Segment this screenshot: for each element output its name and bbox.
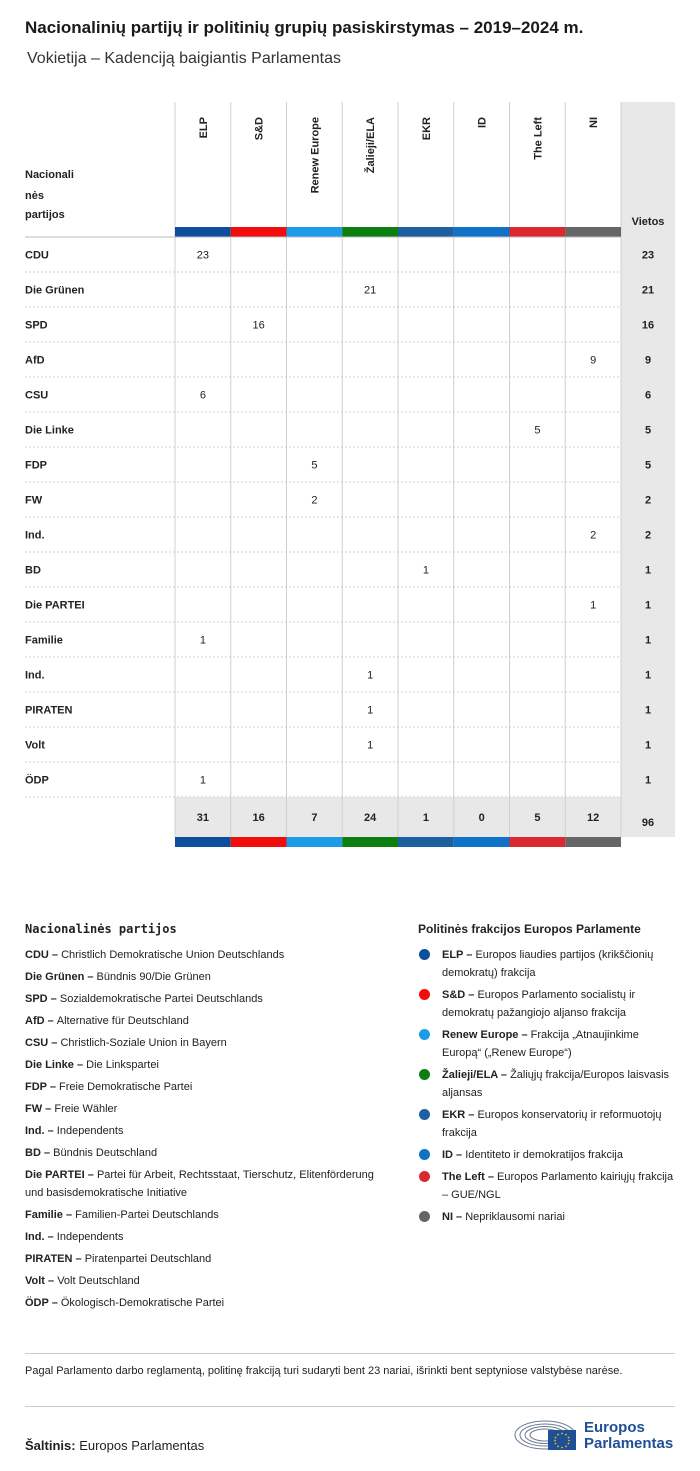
row-total: 21 (641, 284, 655, 297)
row-party-label: AfD (25, 354, 45, 367)
group-legend-item (418, 1026, 680, 1062)
row-party-label: BD (25, 564, 41, 577)
row-party-label: CSU (25, 389, 49, 402)
party-legend-item (25, 968, 395, 986)
group-legend-name: Europos liaudies partijos (krikščionių demokratų) frakcija (442, 949, 654, 979)
party-legend-name: Familien-Partei Deutschlands (75, 1209, 219, 1221)
cell-value: 1 (199, 634, 206, 647)
row-total: 9 (644, 354, 652, 367)
group-legend-name: Frakcija „Atnaujinkime Europą“ („Renew Europe“) (442, 1029, 639, 1059)
cell-value: 16 (252, 319, 265, 332)
party-legend-abbr: Die Grünen – (25, 971, 97, 983)
logo-text-line2: Parlamentas (584, 1435, 674, 1452)
row-party-label: SPD (25, 319, 48, 332)
party-legend-abbr: BD – (25, 1147, 54, 1159)
group-color-dot-icon (419, 989, 430, 1000)
group-color-bar-8 (565, 227, 621, 237)
party-legend-item (25, 1034, 395, 1052)
group-legend-abbr: Žalieji/ELA – (442, 1069, 511, 1081)
row-party-label: Ind. (25, 529, 45, 542)
party-legend-name: Piratenpartei Deutschland (84, 1253, 212, 1265)
party-legend-name: Volt Deutschland (57, 1275, 140, 1287)
party-legend-abbr: CSU – (25, 1037, 61, 1049)
group-total: 12 (587, 812, 600, 824)
parliament-emblem-icon (514, 1416, 580, 1456)
row-total: 6 (644, 389, 652, 402)
note-divider-bottom (25, 1406, 675, 1407)
row-party-label: FDP (25, 459, 47, 472)
group-legend-item (418, 1168, 680, 1204)
chart-title: Nacionalinių partijų ir politinių grupių pasiskirstymas – 2019–2024 m. (25, 18, 584, 37)
group-legend-abbr: ELP – (442, 949, 476, 961)
cell-value: 5 (534, 424, 541, 437)
party-legend-item (25, 1078, 395, 1096)
group-legend-item (418, 1106, 680, 1142)
row-header-line: Nacionali (25, 169, 74, 181)
group-color-dot-icon (419, 949, 430, 960)
group-color-dot-icon (419, 1069, 430, 1080)
party-legend-item (25, 1228, 395, 1246)
party-legend-abbr: Die PARTEI – (25, 1169, 97, 1181)
party-legend-item (25, 1294, 395, 1312)
group-color-bar-bottom-6 (454, 837, 510, 847)
row-total: 1 (644, 774, 652, 787)
row-party-label: ÖDP (25, 774, 49, 787)
row-party-label: Die PARTEI (25, 599, 85, 612)
group-color-dot-icon (419, 1211, 430, 1222)
party-legend-name: Freie Wähler (54, 1103, 118, 1115)
group-legend-name: Identiteto ir demokratijos frakcija (465, 1149, 623, 1161)
group-header-1: ELP (197, 117, 210, 139)
group-header-2: S&D (253, 117, 266, 141)
row-header-line: partijos (25, 209, 65, 221)
party-legend-name: Christlich-Soziale Union in Bayern (60, 1037, 227, 1049)
party-legend-item (25, 1144, 395, 1162)
group-color-bar-bottom-3 (287, 837, 343, 847)
logo-text-line1: Europos (584, 1419, 645, 1436)
group-header-4: Žalieji/ELA (365, 117, 378, 174)
party-legend-item (25, 1272, 395, 1290)
party-legend-name: Partei für Arbeit, Rechtsstaat, Tierschutz, Elitenförderung und basisdemokratische Initiative (25, 1169, 374, 1199)
party-legend-abbr: Familie – (25, 1209, 76, 1221)
group-header-7: The Left (532, 117, 545, 160)
group-legend-item (418, 1146, 680, 1164)
parties-legend (25, 920, 395, 1316)
group-legend-abbr: NI – (442, 1211, 466, 1223)
row-total: 1 (644, 669, 652, 682)
source (25, 1438, 204, 1453)
group-color-bar-6 (454, 227, 510, 237)
group-color-bar-bottom-4 (342, 837, 398, 847)
row-header-line: nės (25, 190, 44, 202)
row-party-label: PIRATEN (25, 704, 73, 717)
party-legend-name: Sozialdemokratische Partei Deutschlands (59, 993, 263, 1005)
party-legend-abbr: CDU – (25, 949, 62, 961)
group-total: 0 (478, 812, 485, 824)
cell-value: 21 (364, 284, 377, 297)
group-color-bar-bottom-1 (175, 837, 231, 847)
row-party-label: Die Grünen (25, 284, 85, 297)
group-legend-abbr: EKR – (442, 1109, 478, 1121)
groups-legend-heading: Politinės frakcijos Europos Parlamente (418, 922, 641, 936)
group-color-dot-icon (419, 1149, 430, 1160)
party-legend-abbr: FDP – (25, 1081, 60, 1093)
total-header: Vietos (631, 216, 665, 228)
cell-value: 1 (590, 599, 597, 612)
group-legend-name: Europos Parlamento socialistų ir demokratų pažangiojo aljanso frakcija (442, 989, 636, 1019)
row-total: 5 (644, 459, 652, 472)
cell-value: 2 (311, 494, 318, 507)
party-legend-abbr: Volt – (25, 1275, 58, 1287)
cell-value: 1 (199, 774, 206, 787)
row-party-label: Die Linke (25, 424, 74, 437)
group-color-bar-bottom-7 (510, 837, 566, 847)
cell-value: 2 (590, 529, 597, 542)
group-total: 7 (311, 812, 318, 824)
party-legend-name: Christlich Demokratische Union Deutschlands (61, 949, 285, 961)
row-party-label: Volt (25, 739, 45, 752)
group-legend-item (418, 986, 680, 1022)
group-color-bar-1 (175, 227, 231, 237)
grand-total: 96 (641, 817, 655, 829)
row-party-label: CDU (25, 249, 49, 262)
group-legend-name: Europos konservatorių ir reformuotojų frakcija (442, 1109, 662, 1139)
party-legend-abbr: AfD – (25, 1015, 57, 1027)
party-legend-item (25, 1250, 395, 1268)
group-legend-abbr: ID – (442, 1149, 466, 1161)
group-total: 31 (196, 812, 209, 824)
party-legend-item (25, 1100, 395, 1118)
group-total: 5 (534, 812, 541, 824)
source-value: Europos Parlamentas (79, 1438, 205, 1453)
party-legend-item (25, 990, 395, 1008)
row-total: 5 (644, 424, 652, 437)
group-color-bar-3 (287, 227, 343, 237)
cell-value: 23 (196, 249, 209, 262)
group-total: 1 (422, 812, 429, 824)
group-color-bar-bottom-5 (398, 837, 454, 847)
row-total: 1 (644, 704, 652, 717)
party-legend-name: Independents (56, 1125, 124, 1137)
row-total: 1 (644, 634, 652, 647)
source-label: Šaltinis: (25, 1438, 76, 1453)
group-color-dot-icon (419, 1109, 430, 1120)
party-legend-abbr: Ind. – (25, 1231, 57, 1243)
row-party-label: Familie (25, 634, 63, 647)
party-legend-name: Ökologisch-Demokratische Partei (60, 1297, 225, 1309)
row-total: 23 (641, 249, 655, 262)
group-legend-item (418, 946, 680, 982)
group-legend-name: Europos Parlamento kairiųjų frakcija – GUE/NGL (442, 1171, 674, 1201)
group-legend-abbr: S&D – (442, 989, 478, 1001)
group-legend-item (418, 1208, 680, 1226)
group-color-bar-bottom-8 (565, 837, 621, 847)
party-legend-item (25, 1206, 395, 1224)
group-header-8: NI (588, 117, 601, 128)
group-total: 24 (364, 812, 377, 824)
parties-legend-heading: Nacionalinės partijos (25, 922, 177, 936)
party-legend-abbr: PIRATEN – (25, 1253, 85, 1265)
party-legend-name: Bündnis 90/Die Grünen (96, 971, 211, 983)
cell-value: 9 (590, 354, 597, 367)
cell-value: 5 (311, 459, 318, 472)
party-legend-abbr: SPD – (25, 993, 60, 1005)
group-color-bar-7 (510, 227, 566, 237)
group-legend-name: Nepriklausomi nariai (465, 1211, 565, 1223)
row-total: 1 (644, 739, 652, 752)
group-total: 16 (252, 812, 265, 824)
group-header-5: EKR (420, 117, 433, 141)
group-color-bar-2 (231, 227, 287, 237)
party-legend-abbr: Die Linke – (25, 1059, 87, 1071)
note-divider-top (25, 1353, 675, 1354)
party-legend-item (25, 1122, 395, 1140)
footnote: Pagal Parlamento darbo reglamentą, politinę frakciją turi sudaryti bent 23 nariai, išrinkti bent septyniose valstybėse narėse. (25, 1365, 623, 1377)
group-header-3: Renew Europe (309, 117, 322, 194)
group-header-6: ID (476, 117, 489, 128)
cell-value: 1 (367, 669, 374, 682)
cell-value: 6 (199, 389, 206, 402)
group-legend-abbr: The Left – (442, 1171, 498, 1183)
group-legend-name: Žaliųjų frakcija/Europos laisvasis aljansas (442, 1069, 670, 1099)
party-legend-name: Die Linkspartei (86, 1059, 159, 1071)
group-legend-abbr: Renew Europe – (442, 1029, 531, 1041)
party-legend-abbr: FW – (25, 1103, 55, 1115)
row-total: 16 (641, 319, 655, 332)
party-legend-item (25, 1012, 395, 1030)
party-legend-name: Alternative für Deutschland (56, 1015, 189, 1027)
group-color-bar-4 (342, 227, 398, 237)
row-total: 2 (644, 529, 652, 542)
party-legend-abbr: Ind. – (25, 1125, 57, 1137)
cell-value: 1 (422, 564, 429, 577)
row-total: 1 (644, 599, 652, 612)
party-legend-item (25, 1056, 395, 1074)
group-color-dot-icon (419, 1171, 430, 1182)
party-legend-name: Independents (56, 1231, 124, 1243)
group-color-bar-5 (398, 227, 454, 237)
row-party-label: Ind. (25, 669, 45, 682)
party-legend-item (25, 1166, 395, 1202)
group-color-dot-icon (419, 1029, 430, 1040)
european-parliament-logo (514, 1416, 679, 1456)
party-legend-item (25, 946, 395, 964)
group-color-bar-bottom-2 (231, 837, 287, 847)
row-total: 1 (644, 564, 652, 577)
party-legend-name: Freie Demokratische Partei (59, 1081, 193, 1093)
cell-value: 1 (367, 704, 374, 717)
chart-subtitle: Vokietija – Kadenciją baigiantis Parlamentas (27, 50, 341, 67)
group-legend-item (418, 1066, 680, 1102)
row-party-label: FW (25, 494, 43, 507)
party-legend-name: Bündnis Deutschland (53, 1147, 158, 1159)
groups-legend (418, 920, 680, 1230)
row-total: 2 (644, 494, 652, 507)
party-legend-abbr: ÖDP – (25, 1297, 61, 1309)
cell-value: 1 (367, 739, 374, 752)
